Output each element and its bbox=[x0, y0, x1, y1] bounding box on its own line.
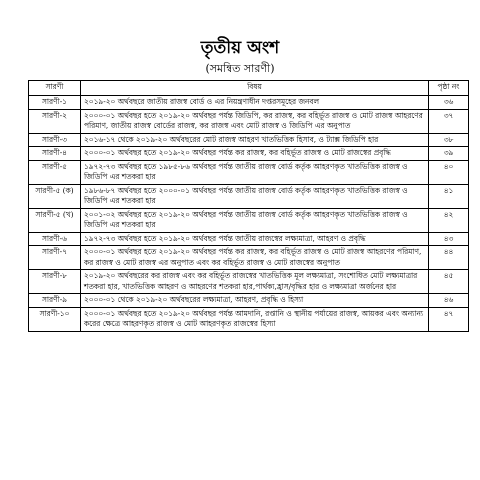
table-row bbox=[29, 246, 469, 270]
table-row bbox=[29, 307, 469, 331]
table-row bbox=[29, 270, 469, 294]
table-row bbox=[29, 147, 469, 161]
page-number-cell: ৪৩ bbox=[429, 232, 469, 246]
subject-cell: ১৯৮৬-৮৭ অর্থবছর হতে ২০০০-০১ অর্থবছর পর্যন্ত জাতীয় রাজস্ব বোর্ড কর্তৃক আহরণকৃত খাতভিত্তিক রাজস্ব ও জিডিপি এর শতকরা হার bbox=[81, 184, 429, 208]
page-number-cell: ৩৮ bbox=[429, 133, 469, 147]
subject-cell: ২০০০-০১ থেকে ২০১৯-২০ অর্থবছরের লক্ষ্যমাত্রা, আহরণ, প্রবৃদ্ধি ও হিস্যা bbox=[81, 294, 429, 308]
column-header-page-number: পৃষ্ঠা নং bbox=[429, 81, 469, 96]
column-header-table-number: সারণী bbox=[29, 81, 81, 96]
page-title: তৃতীয় অংশ bbox=[200, 38, 280, 58]
table-number-cell: সারণী-১০ bbox=[29, 307, 81, 331]
table-number-cell: সারণী-৯ bbox=[29, 294, 81, 308]
table-row bbox=[29, 208, 469, 232]
table-header-row bbox=[29, 81, 469, 96]
subject-cell: ২০১৬-১৭ থেকে ২০১৯-২০ অর্থবছরের মোট রাজস্ব আহরণ খাতভিত্তিক হিসাব, ও ট্যাক্স জিডিপি হার bbox=[81, 133, 429, 147]
table-number-cell: সারণী-৪ bbox=[29, 147, 81, 161]
table-number-cell: সারণী-৫ (ক) bbox=[29, 184, 81, 208]
table-number-cell: সারণী-৭ bbox=[29, 246, 81, 270]
table-row bbox=[29, 160, 469, 184]
page-number-cell: ৪১ bbox=[429, 184, 469, 208]
subject-cell: ২০০০-০১ অর্থবছর হতে ২০১৯-২০ অর্থবছর পর্যন্ত কর রাজস্ব, কর বহির্ভূত রাজস্ব ও মোট রাজস্বের প্রবৃদ্ধি bbox=[81, 147, 429, 161]
page-number-cell: ৩৬ bbox=[429, 96, 469, 110]
subject-cell: ২০১৯-২০ অর্থবছরে জাতীয় রাজস্ব বোর্ড ও এর নিয়ন্ত্রণাধীন দপ্তরসমূহের জনবল bbox=[81, 96, 429, 110]
table-number-cell: সারণী-৫ bbox=[29, 160, 81, 184]
subject-cell: ১৯৭২-৭৩ অর্থবছর হতে ১৯৮৫-৮৬ অর্থবছর পর্যন্ত জাতীয় রাজস্ব বোর্ড কর্তৃক আহরণকৃত খাতভিত্তিক রাজস্ব ও জিডিপি এর শতকরা হার bbox=[81, 160, 429, 184]
subject-cell: ২০০০-০১ অর্থবছর হতে ২০১৯-২০ অর্থবছর পর্যন্ত আমদানি, রপ্তানি ও স্থানীয় পর্যায়ের রাজস্ব, আয়কর এবং অন্যান্য করের ক্ষেত্রে আহরণকৃত রাজস্ব ও মোট আহরণকৃত রাজস্বের হিস্যা bbox=[81, 307, 429, 331]
table-number-cell: সারণী-৫ (খ) bbox=[29, 208, 81, 232]
table-number-cell: সারণী-১ bbox=[29, 96, 81, 110]
table-row bbox=[29, 133, 469, 147]
table-row bbox=[29, 232, 469, 246]
page-number-cell: ৪২ bbox=[429, 208, 469, 232]
column-header-subject: বিষয় bbox=[81, 81, 429, 96]
page-number-cell: ৩৭ bbox=[429, 109, 469, 133]
table-row bbox=[29, 184, 469, 208]
page-number-cell: ৩৯ bbox=[429, 147, 469, 161]
page-number-cell: ৪৪ bbox=[429, 246, 469, 270]
table-row bbox=[29, 96, 469, 110]
page-subtitle: (সমন্বিত সারণী) bbox=[205, 62, 275, 75]
page-number-cell: ৪৫ bbox=[429, 270, 469, 294]
table-number-cell: সারণী-৩ bbox=[29, 133, 81, 147]
table-of-contents bbox=[28, 80, 469, 332]
table-number-cell: সারণী-৮ bbox=[29, 270, 81, 294]
table-number-cell: সারণী-৬ bbox=[29, 232, 81, 246]
subject-cell: ২০০০-০১ অর্থবছর হতে ২০১৯-২০ অর্থবছর পর্যন্ত কর রাজস্ব, কর বহির্ভূত রাজস্ব ও মোট রাজস্ব আহরণের পরিমাণ, কর রাজস্ব ও মোট রাজস্ব এর অনুপাত এবং কর বহির্ভূত রাজস্ব ও মোট রাজস্বের অনুপাত bbox=[81, 246, 429, 270]
table-number-cell: সারণী-২ bbox=[29, 109, 81, 133]
page-number-cell: ৪০ bbox=[429, 160, 469, 184]
subject-cell: ২০১৯-২০ অর্থবছরের কর রাজস্ব এবং কর বহির্ভূত রাজস্বের খাতভিত্তিক মূল লক্ষ্যমাত্রা, সংশোধিত মোট লক্ষ্যমাত্রার শতকরা হার, খাতভিত্তিক আহরণ ও আহরণের শতকরা হার,পার্থক্য,হ্রাস/বৃদ্ধির হার ও লক্ষ্যমাত্রা অর্জনের হার bbox=[81, 270, 429, 294]
table-row bbox=[29, 294, 469, 308]
page-number-cell: ৪৬ bbox=[429, 294, 469, 308]
subject-cell: ১৯৭২-৭৩ অর্থবছর হতে ২০১৯-২০ অর্থবছর পর্যন্ত জাতীয় রাজস্বের লক্ষ্যমাত্রা, আহরণ ও প্রবৃদ্ধি bbox=[81, 232, 429, 246]
subject-cell: ২০০১-০২ অর্থবছর হতে ২০১৯-২০ অর্থবছর পর্যন্ত জাতীয় রাজস্ব বোর্ড কর্তৃক আহরণকৃত খাতভিত্তিক রাজস্ব ও জিডিপি এর শতকরা হার bbox=[81, 208, 429, 232]
subject-cell: ২০০০-০১ অর্থবছর হতে ২০১৯-২০ অর্থবছর পর্যন্ত জিডিপি, কর রাজস্ব, কর বহির্ভূত রাজস্ব ও মোট রাজস্ব আহরণের পরিমাণ, জাতীয় রাজস্ব বোর্ডের রাজস্ব, কর রাজস্ব এবং মোট রাজস্ব ও জিডিপি এর অনুপাত bbox=[81, 109, 429, 133]
page-number-cell: ৪৭ bbox=[429, 307, 469, 331]
table-row bbox=[29, 109, 469, 133]
